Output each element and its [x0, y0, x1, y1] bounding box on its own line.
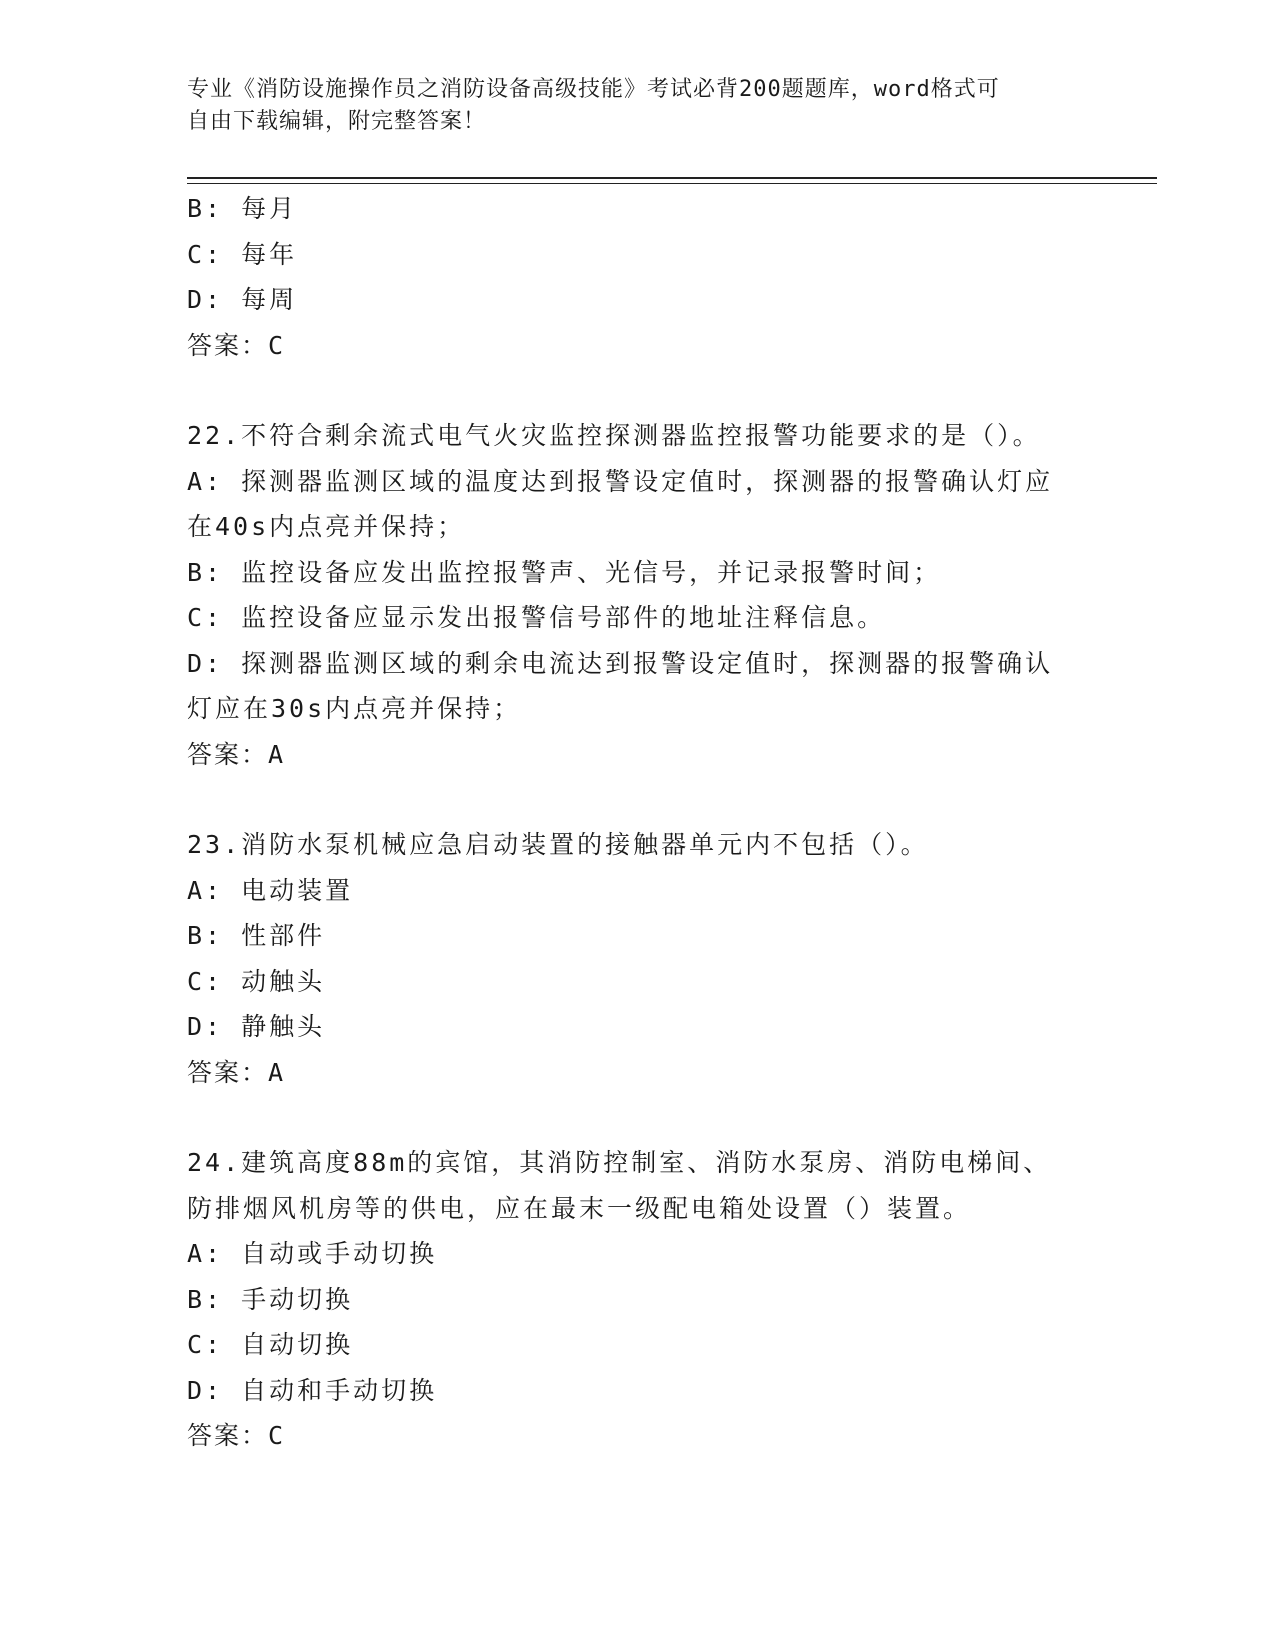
option-a-line-2: 在40s内点亮并保持； — [187, 512, 466, 541]
header-line-1: 专业《消防设施操作员之消防设备高级技能》考试必背200题题库，word格式可 — [187, 77, 1000, 102]
document-body — [187, 186, 1077, 1459]
option-a: A: 自动或手动切换 — [187, 1239, 438, 1268]
answer-line: 答案：C — [187, 330, 286, 360]
option-d-line-1: D: 探测器监测区域的剩余电流达到报警设定值时，探测器的报警确认 — [187, 648, 1054, 678]
answer-line: 答案：A — [187, 739, 286, 769]
option-d: D: 静触头 — [187, 1012, 326, 1041]
question-stem-line-2: 防排烟风机房等的供电，应在最末一级配电箱处设置（）装置。 — [187, 1193, 972, 1223]
question-22 — [187, 413, 1077, 777]
question-23 — [187, 822, 1077, 1095]
question-21-tail — [187, 186, 1077, 368]
option-b: B: 每月 — [187, 194, 298, 223]
option-b: B: 性部件 — [187, 921, 326, 950]
option-d: D: 自动和手动切换 — [187, 1375, 438, 1405]
option-a: A: 电动装置 — [187, 875, 354, 905]
question-24 — [187, 1140, 1077, 1459]
option-c: C: 动触头 — [187, 966, 326, 996]
option-c: C: 监控设备应显示发出报警信号部件的地址注释信息。 — [187, 603, 886, 632]
option-d-line-2: 灯应在30s内点亮并保持； — [187, 694, 522, 723]
document-header — [187, 74, 1087, 138]
header-rule-thin — [187, 183, 1157, 184]
question-stem: 22.不符合剩余流式电气火灾监控探测器监控报警功能要求的是（）。 — [187, 421, 1041, 450]
header-line-2: 自由下载编辑，附完整答案！ — [187, 109, 487, 134]
answer-line: 答案：C — [187, 1421, 286, 1450]
option-a-line-1: A: 探测器监测区域的温度达到报警设定值时，探测器的报警确认灯应 — [187, 466, 1054, 496]
answer-line: 答案：A — [187, 1057, 286, 1087]
option-b: B: 监控设备应发出监控报警声、光信号，并记录报警时间； — [187, 557, 942, 587]
question-stem-line-1: 24.建筑高度88m的宾馆，其消防控制室、消防水泵房、消防电梯间、 — [187, 1148, 1052, 1177]
question-stem: 23.消防水泵机械应急启动装置的接触器单元内不包括（）。 — [187, 830, 929, 859]
header-rule-thick — [187, 177, 1157, 179]
option-c: C: 每年 — [187, 239, 298, 269]
option-d: D: 每周 — [187, 285, 298, 314]
option-c: C: 自动切换 — [187, 1330, 354, 1359]
option-b: B: 手动切换 — [187, 1284, 354, 1314]
